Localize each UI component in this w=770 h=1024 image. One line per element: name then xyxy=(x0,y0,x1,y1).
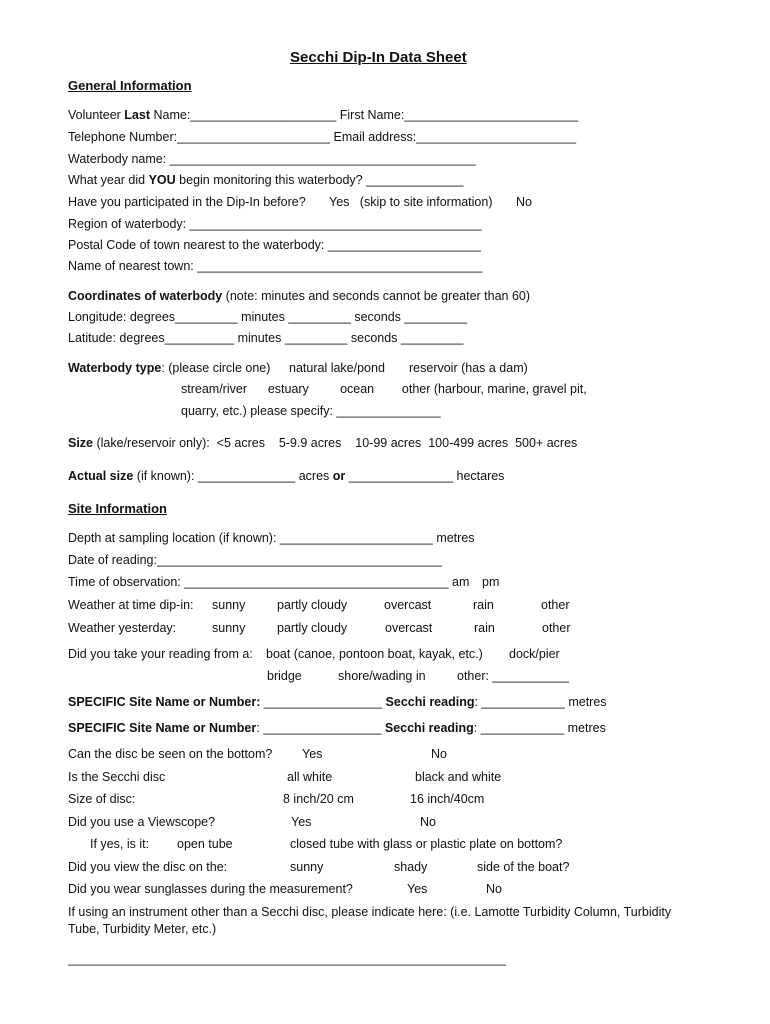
text: begin monitoring this waterbody? ______________ xyxy=(175,173,464,187)
view-on-sunny-option[interactable]: sunny xyxy=(290,860,324,874)
open-tube-option[interactable]: open tube xyxy=(177,837,233,851)
weather-today-other[interactable]: other xyxy=(541,598,570,612)
viewscope-yes-option[interactable]: Yes xyxy=(291,815,312,829)
bottom-yes-option[interactable]: Yes xyxy=(302,747,323,761)
text-bold: Secchi reading xyxy=(385,695,475,709)
reading-from-other[interactable]: other: ___________ xyxy=(457,669,569,683)
region-field[interactable]: Region of waterbody: __________________________________________ xyxy=(68,217,482,231)
type-specify-field[interactable]: quarry, etc.) please specify: _______________ xyxy=(181,404,441,418)
text-bold: Secchi reading xyxy=(384,721,474,735)
text: : (please circle one) xyxy=(161,361,271,375)
text: (note: minutes and seconds cannot be greater than 60) xyxy=(222,289,531,303)
type-natural-lake-option[interactable]: natural lake/pond xyxy=(289,361,385,375)
viewscope-question: Did you use a Viewscope? xyxy=(68,815,216,829)
text: _________________ xyxy=(260,695,386,709)
bottom-question: Can the disc be seen on the bottom? xyxy=(68,747,273,761)
participated-no-option[interactable]: No xyxy=(516,195,532,209)
time-pm-option[interactable]: pm xyxy=(482,575,500,589)
time-am-option[interactable]: am xyxy=(452,575,470,589)
instrument-question-cont: Tube, Turbidity Meter, etc.) xyxy=(68,922,217,936)
volunteer-name-field[interactable] xyxy=(68,107,578,123)
text: Volunteer xyxy=(68,108,125,122)
reading-from-boat[interactable]: boat (canoe, pontoon boat, kayak, etc.) xyxy=(266,647,483,661)
type-reservoir-option[interactable]: reservoir (has a dam) xyxy=(409,361,528,375)
disc-all-white-option[interactable]: all white xyxy=(287,770,333,784)
text: : ____________ metres xyxy=(474,695,607,709)
text-bold: Actual size xyxy=(68,469,134,483)
year-monitoring-field[interactable] xyxy=(68,172,463,188)
disc-type-question: Is the Secchi disc xyxy=(68,770,166,784)
postal-code-field[interactable]: Postal Code of town nearest to the waterbody: ______________________ xyxy=(68,238,481,252)
instrument-question: If using an instrument other than a Secchi disc, please indicate here: (i.e. Lamotte Turbidity Column, Turbidity xyxy=(68,905,672,919)
disc-size-16-option[interactable]: 16 inch/40cm xyxy=(410,792,485,806)
reading-from-bridge[interactable]: bridge xyxy=(267,669,302,683)
specific-site-field-1[interactable] xyxy=(68,694,607,710)
weather-yesterday-label: Weather yesterday: xyxy=(68,621,177,635)
disc-size-8-option[interactable]: 8 inch/20 cm xyxy=(283,792,354,806)
type-options-line-2[interactable]: stream/river estuary ocean other (harbour, marine, gravel pit, xyxy=(181,382,587,396)
reading-from-shore[interactable]: shore/wading in xyxy=(338,669,426,683)
site-info-heading: Site Information xyxy=(68,501,167,516)
weather-today-partly-cloudy[interactable]: partly cloudy xyxy=(277,598,348,612)
sunglasses-yes-option[interactable]: Yes xyxy=(407,882,428,896)
text: _______________ hectares xyxy=(345,469,505,483)
date-field[interactable]: Date of reading:_________________________________________ xyxy=(68,553,442,567)
weather-yesterday-sunny[interactable]: sunny xyxy=(212,621,246,635)
coordinates-heading xyxy=(68,288,530,304)
text: What year did xyxy=(68,173,149,187)
text: (lake/reservoir only): <5 acres 5-9.9 acres 10-99 acres 100-499 acres 500+ acres xyxy=(93,436,578,450)
text-bold: SPECIFIC Site Name or Number: xyxy=(68,695,261,709)
general-info-heading: General Information xyxy=(68,78,192,93)
waterbody-name-field[interactable]: Waterbody name: ____________________________________________ xyxy=(68,152,476,166)
weather-yesterday-other[interactable]: other xyxy=(542,621,571,635)
view-on-question: Did you view the disc on the: xyxy=(68,860,228,874)
disc-size-question: Size of disc: xyxy=(68,792,136,806)
time-field[interactable]: Time of observation: ______________________________________ xyxy=(68,575,449,589)
text-bold: Last xyxy=(124,108,150,122)
view-on-side-option[interactable]: side of the boat? xyxy=(477,860,570,874)
sunglasses-question: Did you wear sunglasses during the measurement? xyxy=(68,882,353,896)
text-bold: Size xyxy=(68,436,94,450)
latitude-field[interactable]: Latitude: degrees__________ minutes _________ seconds _________ xyxy=(68,331,464,345)
telephone-email-field[interactable]: Telephone Number:______________________ Email address:_______________________ xyxy=(68,130,577,144)
longitude-field[interactable]: Longitude: degrees_________ minutes _________ seconds _________ xyxy=(68,310,467,324)
disc-black-white-option[interactable]: black and white xyxy=(415,770,502,784)
weather-today-label: Weather at time dip-in: xyxy=(68,598,194,612)
text: (if known): ______________ acres xyxy=(133,469,333,483)
if-yes-question: If yes, is it: xyxy=(90,837,150,851)
size-options[interactable] xyxy=(68,435,577,451)
weather-yesterday-overcast[interactable]: overcast xyxy=(385,621,433,635)
text-bold: SPECIFIC Site Name or Number xyxy=(68,721,257,735)
specific-site-field-2[interactable] xyxy=(68,720,606,736)
bottom-no-option[interactable]: No xyxy=(431,747,447,761)
page-title: Secchi Dip-In Data Sheet xyxy=(290,49,467,66)
nearest-town-field[interactable]: Name of nearest town: _________________________________________ xyxy=(68,259,483,273)
viewscope-no-option[interactable]: No xyxy=(420,815,436,829)
waterbody-type-label xyxy=(68,360,270,376)
weather-yesterday-partly-cloudy[interactable]: partly cloudy xyxy=(277,621,348,635)
text-bold: or xyxy=(332,469,346,483)
text-bold: Coordinates of waterbody xyxy=(68,289,223,303)
text: : _________________ xyxy=(256,721,385,735)
text-bold: YOU xyxy=(148,173,176,187)
closed-tube-option[interactable]: closed tube with glass or plastic plate on bottom? xyxy=(290,837,563,851)
sunglasses-no-option[interactable]: No xyxy=(486,882,502,896)
weather-today-overcast[interactable]: overcast xyxy=(384,598,432,612)
reading-from-label: Did you take your reading from a: xyxy=(68,647,253,661)
weather-today-rain[interactable]: rain xyxy=(473,598,494,612)
text: : ____________ metres xyxy=(473,721,606,735)
text: Name:_____________________ First Name:_________________________ xyxy=(150,108,579,122)
participated-yes-option[interactable]: Yes (skip to site information) xyxy=(329,195,493,209)
participated-question: Have you participated in the Dip-In before? xyxy=(68,195,306,209)
reading-from-dock[interactable]: dock/pier xyxy=(509,647,560,661)
depth-field[interactable]: Depth at sampling location (if known): ______________________ metres xyxy=(68,531,475,545)
instrument-answer-line[interactable]: _______________________________________________________________ xyxy=(68,952,506,966)
weather-yesterday-rain[interactable]: rain xyxy=(474,621,495,635)
actual-size-field[interactable] xyxy=(68,468,504,484)
weather-today-sunny[interactable]: sunny xyxy=(212,598,246,612)
text-bold: Waterbody type xyxy=(68,361,162,375)
view-on-shady-option[interactable]: shady xyxy=(394,860,428,874)
